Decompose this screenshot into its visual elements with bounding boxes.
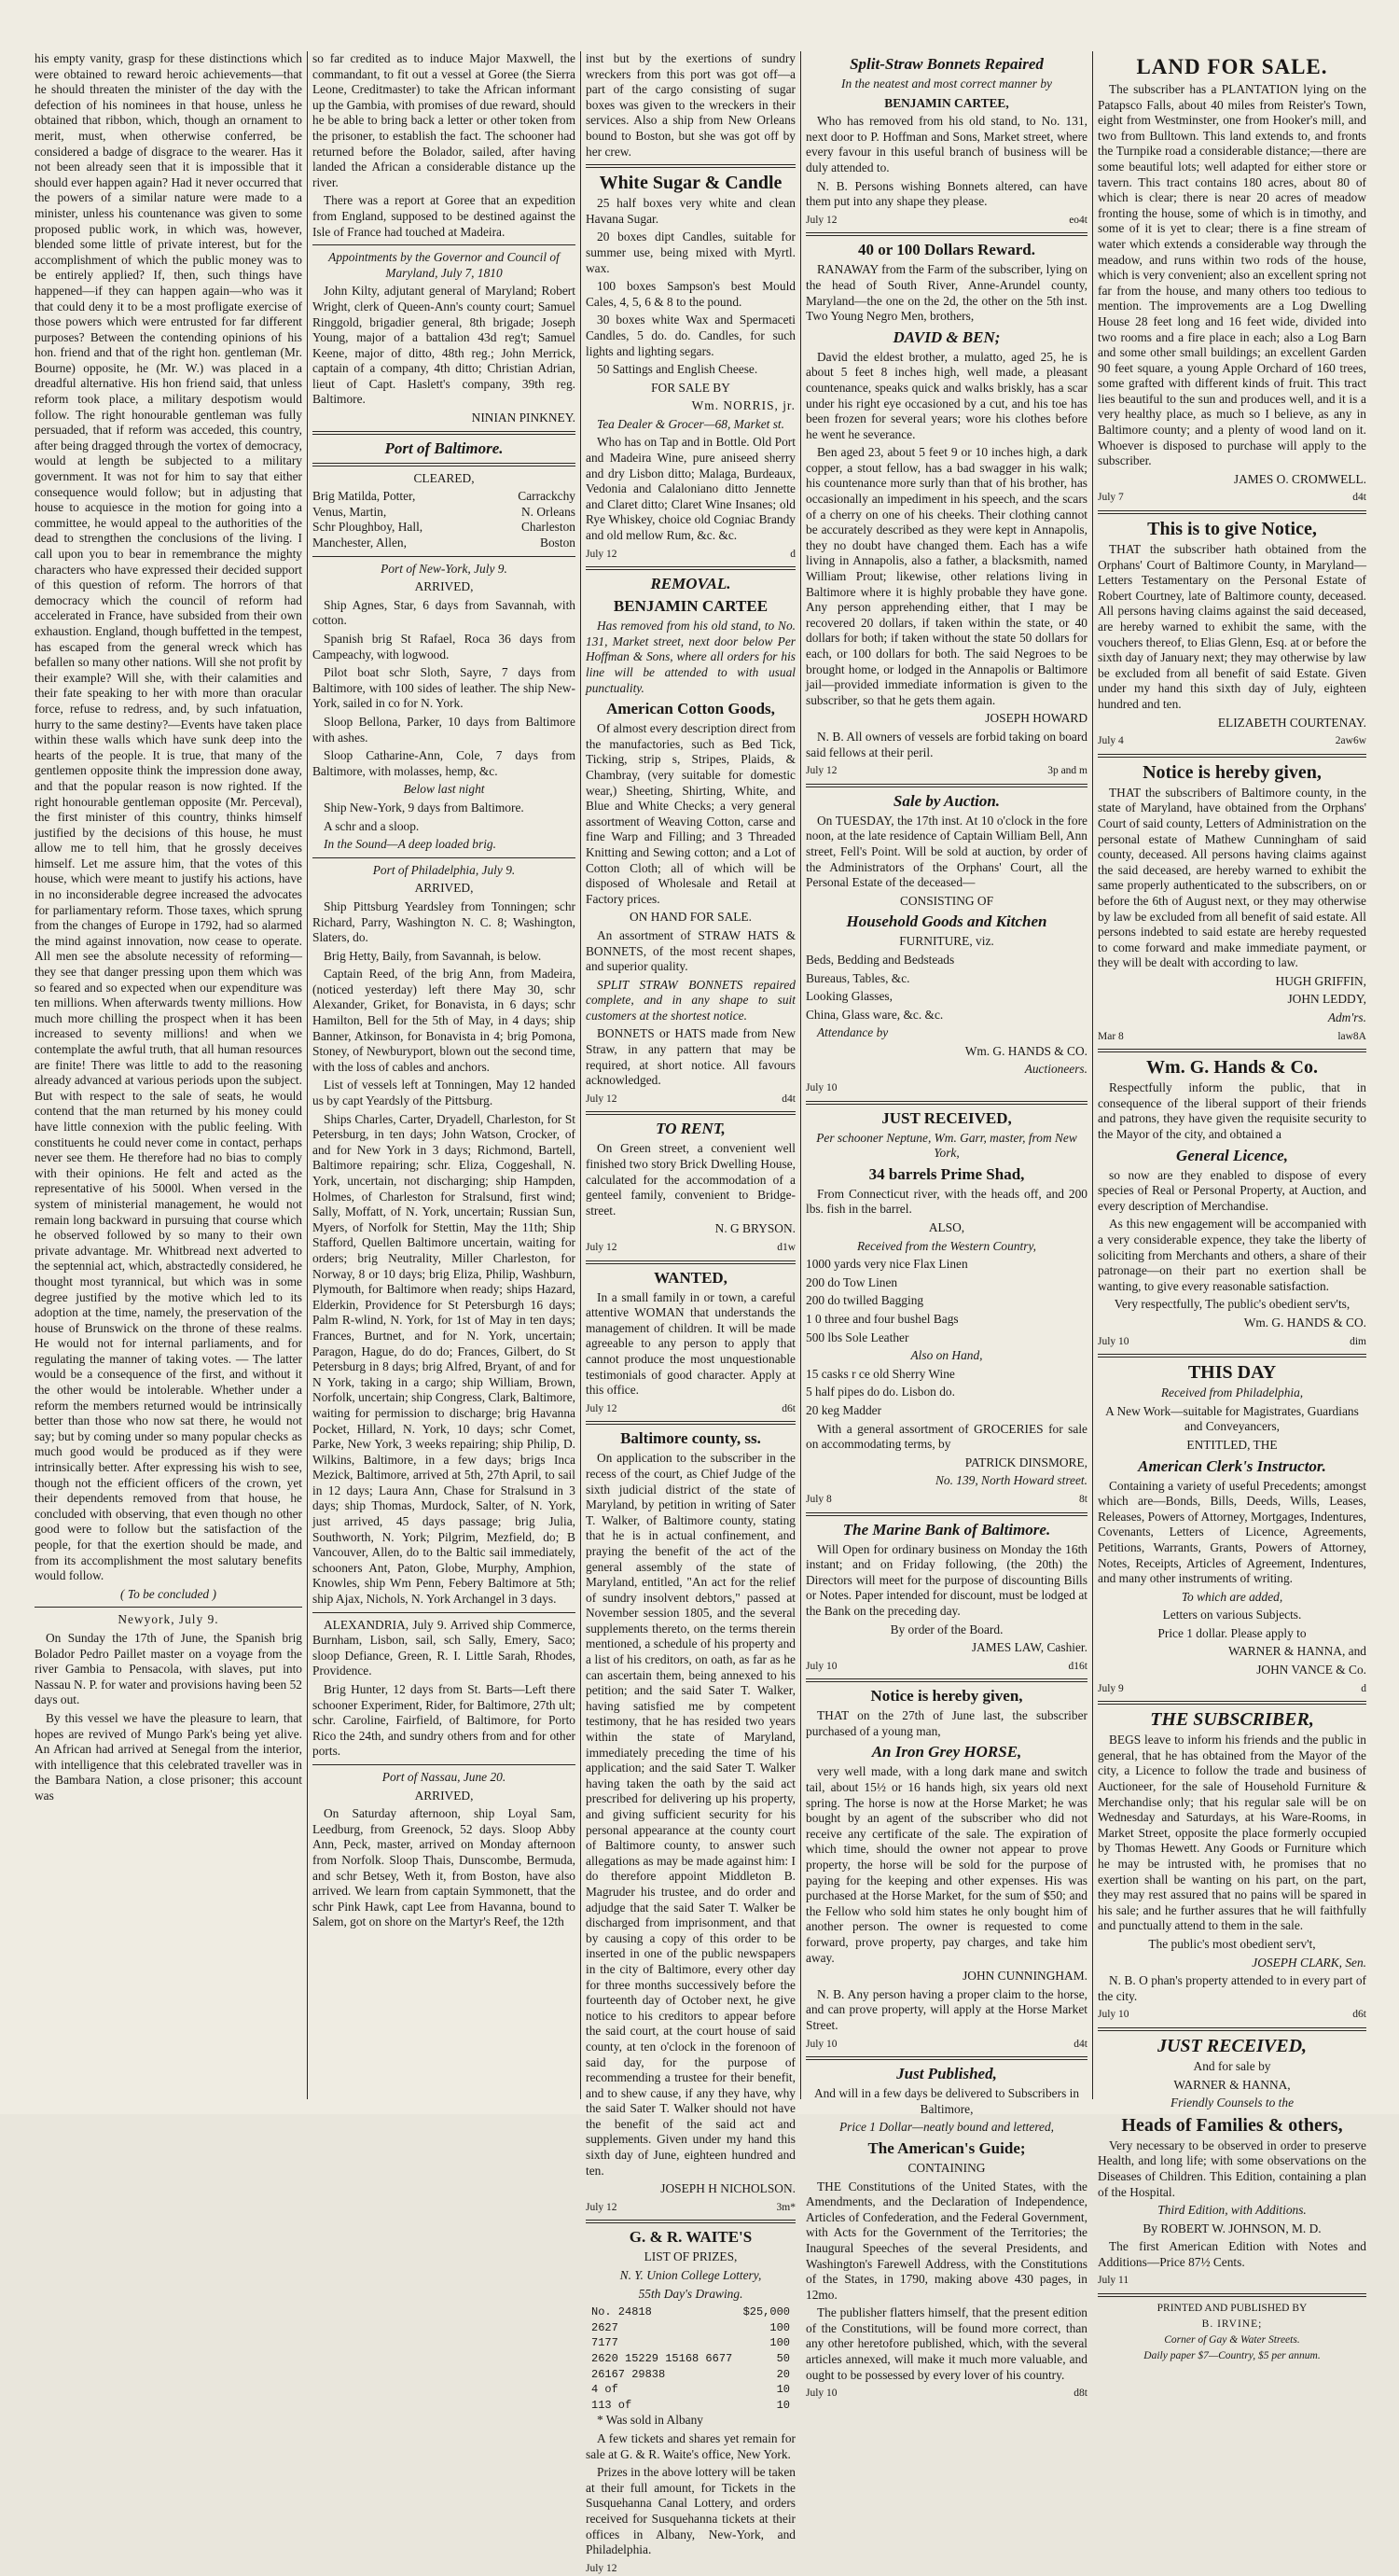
ad-line: 50 Sattings and English Cheese.: [597, 362, 758, 377]
ship-entry: Ships Charles, Carter, Dryadell, Charleston, for St Petersburg, in ten days; John Watson, Crocker, of and for New York in 3 days; Richmond, Bartell, Baltimore repairing; schr. Eliza, Coggeshall, N. York, uncertain, not discharging; ship Hampden, Holmes, of Charleston for Stralsund, first wind; Sally, Moffatt, of N. York, uncertain; Russian Sun, Myers, of Norfolk for Stettin, May the 11th; Ship Stafford, Quellen Baltimore uncertain, waiting for orders; brig Neutrality, Miller Charleston, for Norway, 8 or 10 days; brig Eliza, Philip, Washburn, Plymouth, for Baltimore when ready; ships Hazard, Elderkin, Providence for St Petersburgh 16 days; Palm R-wlind, N. York, for 1st of May in ten days; Frances, Burtnet, and for N. York, uncertain; Paragon, Hague, do do do; Frances, Gilbert, do St Petersburg in 8 days; brig Alfred, Bryant, of and for N York, taking in a cargo; ship William, Brown, Norfolk, uncertain; ship Congress, Clark, Baltimore, waiting for permission to discharge; brig Havanna Pocket, Hillard, N. York, 10 days; schr Comet, Parke, New York, 3 weeks repairing; ship Philip, D. Wilkins, Baltimore, in a few days; brigs Inca Mezick, Baltimore, arrived at 5th, 27th April, to sail in 12 days; Laura Ann, Chase for Stralsund in 3 days; ship Thomas, Murdock, Salter, of N. York, just arrived, 45 days passage; brig Julia, Southworth, N. York; Pilgrim, Mezfield, do; B Vancouver, Allen, do to the Baltic sail immediately, schooners Ant, Paton, Globe, Murphy, Amphion, Knowles, ship Wm Penn, Febery Baltimore at 5th; ship Ajax, Nichols, N. York Archangel in 3 days.: [312, 1111, 575, 1607]
ad-line: The subscriber has a PLANTATION lying on the Patapsco Falls, about 40 miles from Reister's Town, eight from Westminster, one from Hooker's mill, and two from Bulltown. This land extends to, and fronts the Turnpike road a considerable distance;—there are some beautiful lots; well adapted for either store or tavern. This tract contains 180 acres, about 80 of which is clear; there is near 20 acres of meadow fronting the house, some of which is in timothy, and some of it is yet to clear; there is a fine stream of water which extends a considerable way through the meadow, and runs within two rods of the house, which is very convenient; also an excellent spring not far from the house, and many others too tedious to mention. The improvements are a Log Dwelling House 28 feet long and 16 feet wide, divided into two rooms and a fire place in each; also a Log Barn and some other small buildings; an excellent Garden 90 feet square, a young Apple Orchard of 160 trees, some grafted with different kinds of fruit. This tract lies beautiful to the sun and produces well, and it is a very healthy place, as much so I believe, as any in Baltimore county; and a plenty of wood land on it. Whoever is disposed to purchase will apply to the subscriber.: [1098, 82, 1366, 468]
ad-date: July 12 d6t: [586, 1402, 796, 1414]
ship-entry: Captain Reed, of the brig Ann, from Madeira, (noticed yesterday) left there May 30, schr Alexander, Griket, for Bonavista, in 6 days; schr Hamilton, Bell for the 5th of May, in 4 days; ship Banner, Atkinson, for Bonavista in 4; brig Pomona, Stoney, of Newburyport, blown out the second time, with the loss of cables and anchors.: [312, 967, 575, 1074]
runaway-names: DAVID & BEN;: [893, 327, 1001, 346]
land-for-sale-heading: LAND FOR SALE.: [1136, 55, 1328, 78]
port-philadelphia-heading: Port of Philadelphia, July 9.: [372, 862, 516, 877]
brig-hunter-entry: Brig Hunter, 12 days from St. Barts—Left there schooner Experiment, Rider, for Baltimore, 27th ult; schr. Caroline, Fairfield, of Baltimore, for Porto Rico the 24th, and sundry others from and for other ports.: [312, 1682, 575, 1759]
news-paragraph: On Sunday the 17th of June, the Spanish brig Bolador Pedro Paillet master on a voyage from the river Gambia to Pensacola, with slaves, put into Nassau N. P. for water and provisions having been 52 days out.: [35, 1630, 302, 1707]
ad-line: In a small family in or town, a careful attentive WOMAN that understands the management of children. It will be made agreeable to any person to apply that cannot produce the most unquestionable testimonials of good character. Apply at this office.: [586, 1289, 796, 1398]
ad-line: Letters on various Subjects.: [1162, 1608, 1302, 1622]
ship-entry: Spanish brig St Rafael, Roca 36 days from Campeachy, with logwood.: [312, 632, 575, 661]
ad-line: THAT on the 27th of June last, the subscriber purchased of a young man,: [806, 1708, 1087, 1738]
shad-heading: 34 barrels Prime Shad,: [868, 1164, 1025, 1183]
ad-line: 25 half boxes very white and clean Havana Sugar.: [586, 196, 796, 226]
author-label: By ROBERT W. JOHNSON, M. D.: [1143, 2221, 1322, 2235]
book-title: American Clerk's Instructor.: [1138, 1456, 1326, 1475]
ad-line: 20 boxes dipt Candles, suitable for summer use, being mixed with Myrtl. wax.: [586, 230, 796, 275]
notice-heading: Notice is hereby given,: [870, 1687, 1023, 1706]
divider: [1098, 754, 1366, 758]
printer-line: PRINTED AND PUBLISHED BY: [1157, 2303, 1308, 2315]
ad-date: July 4 2aw6w: [1098, 735, 1366, 747]
divider: [806, 1101, 1087, 1105]
western-label: Received from the Western Country,: [856, 1238, 1036, 1253]
ship-entry: Ship Pittsburg Yeardsley from Tonningen; schr Richard, Parry, Washington N. C. 8; Washington, Slaters, do.: [312, 898, 575, 945]
subscriber-heading: THE SUBSCRIBER,: [1150, 1709, 1314, 1731]
ad-date: July 12 3p and m: [806, 765, 1087, 777]
ad-date: July 12 d1w: [586, 1242, 796, 1253]
ad-line: Prizes in the above lottery will be taken at their full amount, for Tickets in the Susquehanna Canal Lottery, and orders received for Susquehanna tickets at their offices in Albany, New-York, and Philadelphia.: [586, 2465, 796, 2557]
ad-line: THE Constitutions of the United States, with the Amendments, and the Declaration of Independence, Articles of Confederation, and the Federal Government, with Acts for the Government of the Territories; the Inaugural Speeches of the several Presidents, and Washington's Farewell Address, with the Constitutions of the States, in 1790, making above 430 pages, in 12mo.: [806, 2179, 1087, 2302]
column-3: [586, 51, 796, 2574]
port-heading: Port of Baltimore.: [384, 439, 504, 457]
divider: [1098, 1049, 1366, 1052]
ad-line: very well made, with a long dark mane and switch tail, about 15½ or 16 hands high, six years old next spring. The horse is now at the Horse Market; he was bought by an agent of the subscriber who did not receive any certificate of the sale. The expiration of which time, should the owner not appear to prove property, the horse will be sold for the purpose of paying for the keeping and other expenses. His was purchased at the Horse Market, for the sum of $50; and the Fellow who sold him states he only bought him of another person. The owner is requested to come forward, prove property, pay charges, and take him away.: [806, 1764, 1087, 1965]
subscription-price: Daily paper $7—Country, $5 per annum.: [1143, 2350, 1321, 2362]
ad-line: N. B. Any person having a proper claim to the horse, and can prove property, will apply at the Horse Market Street.: [806, 1986, 1087, 2032]
list-item: 5 half pipes do do. Lisbon do.: [806, 1385, 955, 1399]
removal-name: BENJAMIN CARTEE: [613, 597, 769, 616]
list-item: 1000 yards very nice Flax Linen: [806, 1257, 968, 1272]
cleared-heading: CLEARED,: [413, 470, 475, 485]
ad-line: The publisher flatters himself, that the present edition of the Constitutions, will be found more correct, than any other heretofore published, which, with the several articles annexed, will make it much more valuable, and ought to be possessed by every lover of his country.: [806, 2305, 1087, 2382]
appointments-heading: Appointments by the Governor and Council of Maryland, July 7, 1810: [328, 250, 560, 280]
just-received-heading: JUST RECEIVED,: [1157, 2035, 1308, 2056]
ad-date: July 8 8t: [806, 1493, 1087, 1505]
parliament-speech: his empty vanity, grasp for these distinctions which were obtained to reward heroic achievements—that he should threaten the minister of the day with the defection of his nominees in that house, unless he obtained that ribbon, which, though an ornament to merit, must, when otherwise conferred, be considered a badge of disgrace to the wearer. Has it not been already seen that it is impossible that it should ever happen again? Had it never occurred that the powers of a similar nature were made to a minister, unless his countenance was given to some proposed public work, in which was, however, blended some little of private interest, but for the accomplishment of which the public money was to be entirely applied? If, then, such things have happened—if they can happen again—who was it that could deny it to be a most profligate exercise of those powers which were entrusted for far different purposes? Between the contending opinions of his hon. friend and that of the right hon. gentleman (Mr. Bourne) opposite, he (Mr. W.) was placed in a dreadful alternative. His hon friend said, that unless reform took place, a military despotism would follow. The right honourable gentleman was fully persuaded, that if reform was acceded, this country, after being dragged through the vortex of democracy, would at length be subjected to a military government. It was not for him to say that either consequence would follow; but in adjusting that house to acquiesce in the motion for going into a committee, he would appeal to the authorities of the dead to strengthen the conclusions of the living. I call upon you to bear in remembrance the mighty characters who have expressed their decided support of this question of reform. The horrors of that democracy which the council of reform had accelerated in France, have subsided from their own exhaustion. England, though buffetted in the tempest, has escaped from the general wreck which has befallen so many other nations. Will she not profit by their example? Will she, with their calamities and their fate speaking to her with more than oracular force, refuse to redress, and, by such infatuation, hurry to the same destiny?—Events have taken place within these walls which have sunk deep into the hearts of the people. It is true, that many of the gentlemen opposite think the impression done away, and that the popular reason is now righted. If the right honourable gentleman opposite (Mr. Perceval), the first minister of this country, thinks himself justified by the decisions of this house, he must allow me to tell him, that he grossly deceives himself. Let me assure him, that the votes of this house, which were meant to justify his actions, have in no inconsiderable degree increased the advocates for parliamentary reform. Those taxes, which sprung from the changes of Europe in 1792, had so alarmed the mind against innovation, now cease to operate. All men see the absolute necessity of reforming—they see that danger pressing upon them which was so feared and so expected when our expenditure was ten millions. When afterwards twenty millions. How much more chilling the prospect when it has been increased to seventy millions! and when we contemplate the awful truth, that all human resources are finite! There was little to add to the reasoning already advanced at various periods upon the subject. But with respect to the sale of seats, he would contend that the man returned by his money could have little connexion with the public feeling. With constituents he could never come in contact, perhaps never see them. He therefore had no bias to comply with their opinions. He felt and acted as the representative of his 5000l. When versed in the system of ministerial management, he would not remain long backward in pursuing that course which he observed followed by so many to their own private advantage. Mr. Whitbread next adverted to the septennial act, which, abstractedly considered, he thought most tyrannical, but which was in some degree justified by the motive which led to its adoption at the time, namely, the preservation of the house of Brunswick on the throne of these realms. He would not for internal parliaments, and for regulating the manner of taking votes. — The latter would be a consequence of the first, and without it the other would be intolerable. Whether under a reform the members returned would be intrinsically better than those who now sat there, he would not say; but by coming under so many popular checks as much good would be produced as if they were intrinsically better. After expressing his wish to see, though not the efficient officers of the crown, yet their dependents removed from that house, he concluded with observing, that even though no other good were to follow but the satisfaction of the people, for that the exertion should be made, and from its accomplishment the most salutary benefits would follow.: [35, 51, 302, 1583]
prize-row: 26167 29838 20: [591, 2367, 790, 2381]
ad-signature: PATRICK DINSMORE,: [964, 1455, 1087, 1469]
ad-line: 100 boxes Sampson's best Mould Cales, 4, 5, 6 & 8 to the pound.: [586, 279, 796, 309]
to-be-concluded: ( To be concluded ): [120, 1586, 216, 1601]
port-newyork-heading: Port of New-York, July 9.: [381, 561, 507, 576]
split-straw-heading: Split-Straw Bonnets Repaired: [850, 55, 1044, 73]
divider: [586, 164, 796, 168]
just-received-heading: JUST RECEIVED,: [881, 1108, 1012, 1127]
this-day-heading: THIS DAY: [1187, 1362, 1277, 1384]
ad-line: N. B. O phan's property attended to in every part of the city.: [1098, 1973, 1366, 2003]
ship-entry: Brig Hetty, Baily, from Savannah, is below.: [324, 948, 542, 963]
ad-address: No. 139, North Howard street.: [935, 1473, 1087, 1488]
prize-row: 2620 15229 15168 6677 50: [591, 2352, 790, 2365]
ad-line: Price 1 dollar. Please apply to: [1157, 1625, 1307, 1640]
divider: [312, 463, 575, 466]
ad-signature: JOSEPH H NICHOLSON.: [660, 2181, 796, 2196]
ad-line: As this new engagement will be accompanied with a very considerable expence, they take the liberty of soliciting from Merchants and others, a share of their patronage—on their part no exertion shall be wanting, to give every reasonable satisfaction.: [1098, 1217, 1366, 1293]
price-label: Price 1 Dollar—neatly bound and lettered,: [838, 2120, 1055, 2135]
ad-date: July 10 d6t: [1098, 2009, 1366, 2021]
list-item: Bureaus, Tables, &c.: [806, 970, 910, 985]
lottery-heading: G. & R. WAITE'S: [629, 2228, 753, 2247]
edition-label: Third Edition, with Additions.: [1157, 2203, 1307, 2218]
ad-line: N. B. All owners of vessels are forbid taking on board said fellows at their peril.: [806, 729, 1087, 759]
consisting-label: CONSISTING OF: [899, 893, 994, 908]
ship-entry: Pilot boat schr Sloth, Sayre, 7 days from Baltimore, with 100 sides of leather. The ship New-York, sailed in co for N. York.: [312, 665, 575, 711]
divider: [586, 1260, 796, 1264]
column-4: [806, 51, 1087, 2400]
ship-entry: List of vessels left at Tonningen, May 12 handed us by capt Yeardsly of the Pittsburg.: [312, 1078, 575, 1108]
ad-line: BONNETS or HATS made from New Straw, in any pattern that may be required, at short notice. All favours acknowledged.: [586, 1026, 796, 1088]
list-item: 15 casks r ce old Sherry Wine: [806, 1366, 955, 1381]
column-rule: [580, 51, 581, 2099]
ad-date: July 12 eo4t: [806, 214, 1087, 226]
column-1: [35, 51, 302, 2099]
ad-line: With a general assortment of GROCERIES for sale on accommodating terms, by: [806, 1421, 1087, 1452]
prize-row: No. 24818 $25,000: [591, 2305, 790, 2319]
ad-line: The first American Edition with Notes and Additions—Price 87½ Cents.: [1098, 2239, 1366, 2269]
household-goods: Household Goods and Kitchen: [846, 912, 1047, 931]
divider: [1098, 2293, 1366, 2297]
printer-name: B. IRVINE;: [1201, 2318, 1263, 2331]
divider: [1098, 1701, 1366, 1705]
ship-row: Venus, Martin, N. Orleans: [312, 504, 575, 519]
ship-entry: In the Sound—A deep loaded brig.: [324, 837, 496, 852]
ad-signature: HUGH GRIFFIN,: [1275, 973, 1366, 988]
book-title: The American's Guide;: [867, 2138, 1026, 2157]
divider: [312, 431, 575, 435]
list-item: 500 lbs Sole Leather: [806, 1330, 909, 1344]
ad-date: July 7 d4t: [1098, 492, 1366, 504]
auctioneers-label: Auctioneers.: [1024, 1062, 1087, 1077]
marine-bank-heading: The Marine Bank of Baltimore.: [842, 1520, 1051, 1539]
ad-date: July 10: [806, 1082, 838, 1094]
appointments-signature: NINIAN PINKNEY.: [471, 411, 575, 425]
baltimore-county-heading: Baltimore county, ss.: [620, 1429, 761, 1448]
column-5: [1098, 51, 1366, 2362]
ad-signature: WARNER & HANNA, and: [1227, 1644, 1366, 1659]
just-published-heading: Just Published,: [896, 2065, 997, 2083]
divider: [35, 1607, 302, 1608]
appointments-body: John Kilty, adjutant general of Maryland; Robert Wright, clerk of Queen-Ann's county court; Samuel Ringgold, brigadier general, 8th brigade; Joseph Young, major of a battalion 43d reg't; Samuel Keene, major of ditto, 48th reg.; John Merrick, captain of a company, 4th ditto; Christian Adrian, lieut of Capt. Haslett's company, 39th reg. Baltimore.: [312, 284, 575, 407]
ship-entry: A schr and a sloop.: [324, 818, 420, 833]
newyork-dateline: Newyork, July 9.: [118, 1612, 219, 1627]
wanted-heading: WANTED,: [654, 1268, 727, 1287]
prize-row: 2627 100: [591, 2320, 790, 2334]
ad-line: BEGS leave to inform his friends and the public in general, that he has obtained from the Mayor of the city, a Licence to follow the trade and business of Auctioneer, for the sale of Household Furniture & Merchandise only; that his regular sale will be on Wednesday and Saturdays, at his Ware-Rooms, in Market Street, opposite the place formerly occupied by Thomas Hewett. Any Goods or Furniture which he may be intrusted with, he promises that no exertion shall be wanting on his part, on the part, they may rest assured that no pains will be spared in his sale; and he further assures that he will faithfully and punctually attend to them in the sale.: [1098, 1733, 1366, 1933]
prize-row: 7177 100: [591, 2336, 790, 2350]
ship-row: Brig Matilda, Potter, Carrackchy: [312, 489, 575, 504]
ad-name: BENJAMIN CARTEE,: [884, 95, 1009, 110]
to-rent-heading: TO RENT,: [656, 1120, 726, 1138]
ad-line: * Was sold in Albany: [597, 2413, 703, 2428]
ad-sub: Per schooner Neptune, Wm. Garr, master, from New York,: [816, 1130, 1077, 1161]
list-item: Beds, Bedding and Bedsteads: [806, 952, 955, 967]
admrs-label: Adm'rs.: [1327, 1010, 1366, 1025]
entitled-label: ENTITLED, THE: [1186, 1437, 1278, 1452]
ship-row: Manchester, Allen, Boston: [312, 536, 575, 550]
alexandria-entry: ALEXANDRIA, July 9. Arrived ship Commerce, Burnham, Lisbon, sail, sch Sally, Emery, Saco; sloop Defiance, Green, R. I. Little Sarah, Rhodes, Providence.: [312, 1617, 575, 1678]
divider: [806, 1678, 1087, 1682]
ad-signature: ELIZABETH COURTENAY.: [1217, 715, 1366, 730]
ad-line: THAT the subscribers of Baltimore county, in the state of Maryland, have obtained from the Orphans' Court of said county, Letters of Administration on the personal estate of Mathew Cunningham of said county, deceased. All persons having claims against the said deceased, are hereby warned to exhibit the same properly authenticated to the subscribers, on or before the 6th of August next, or they may otherwise by law be excluded from all benefit of said estate. All persons indebted to said estate are hereby requested to come forward and make immediate payment, or they will be dealt with according to law.: [1098, 785, 1366, 970]
divider: [586, 566, 796, 570]
divider: [312, 244, 575, 245]
ad-sub: Received from Philadelphia,: [1160, 1385, 1304, 1400]
legal-notice: On application to the subscriber in the recess of the court, as Chief Judge of the sixth judicial district of the state of Maryland, by petition in writing of Sater T. Walker, of Baltimore county, stating that he is in actual confinement, and praying the benefit of the act of the general assembly of the state of Maryland, entitled, "An act for the relief of sundry insolvent debtors," passed at November session 1805, and the several supplements thereto, on the terms therein mentioned, a schedule of his property and a list of his creditors, on oath, as far as he can ascertain them, being annexed to his petition; and the said Sater T. Walker, having satisfied me by competent testimony, that he has resided two years within the state of Maryland, immediately preceding the time of his application; and the said Sater T. Walker having taken the oath by the said act prescribed for delivering up his property, and giving sufficient security for his personal appearance at the county court of Baltimore county, to answer such allegations as may be made against him: I do therefore appoint Middleton B. Magruder his trustee, and do order and adjudge that the said Sater T. Walker be discharged from imprisonment, and that by causing a copy of this order to be inserted in one of the public newspapers in the city of Baltimore, every other day for three months successively before the fourteenth day of October next, he give notice to his creditors to appear before the said court, at the court house of said county, at ten o'clock in the forenoon of said day, for the purpose of recommending a trustee for their benefit, and to shew cause, if any they have, why the said Sater T. Walker should not have the benefit of the said act and supplements. Given under my hand this sixth day of June, eighteen hundred and ten.: [586, 1451, 796, 2178]
column-rule: [307, 51, 308, 2099]
heads-families-heading: Heads of Families & others,: [1121, 2114, 1343, 2136]
divider: [586, 1111, 796, 1115]
list-item: Looking Glasses,: [806, 989, 893, 1004]
divider: [806, 784, 1087, 787]
removal-heading: REMOVAL.: [650, 575, 731, 593]
divider: [312, 857, 575, 858]
ad-line: By order of the Board.: [890, 1622, 1004, 1636]
divider: [312, 1764, 575, 1765]
column-2: [312, 51, 575, 2099]
column-rule: [800, 51, 801, 2099]
divider: [312, 556, 575, 557]
ad-line: 30 boxes white Wax and Spermaceti Candles, 5 do. do. Candles, for such lights and lighting segars.: [586, 313, 796, 358]
ad-line: David the eldest brother, a mulatto, aged 25, he is about 5 feet 8 inches high, well made, a pleasant countenance, speaks quick and walks briskly, has a scar under his right eye occasioned by a cut, and his toe has been frozen for several years; wore his clothes before he went he severance.: [806, 349, 1087, 441]
ad-line: SPLIT STRAW BONNETS repaired complete, and in any shape to suit customers at the shortest notice.: [586, 977, 796, 1023]
ad-line: so now are they enabled to dispose of every species of Real or Personal Property, at Auction, and every description of Merchandise.: [1098, 1167, 1366, 1213]
ad-line: From Connecticut river, with the heads off, and 200 lbs. fish in the barrel.: [806, 1186, 1087, 1217]
ad-signature: JOSEPH HOWARD: [985, 711, 1087, 726]
lottery-sub: LIST OF PRIZES,: [644, 2249, 738, 2264]
column-rule: [1092, 51, 1093, 2099]
news-paragraph: so far credited as to induce Major Maxwell, the commandant, to fit out a vessel at Goree (the Sierra Leone, Creditmaster) to take the African informant up the Gambia, with promises of due reward, should he be able to bring back a letter or other token from the prisoner, to establish the fact. The schooner had returned before the Bolador, sailed, after having landed the African a considerable distance up the river.: [312, 51, 575, 189]
divider: [1098, 510, 1366, 514]
ad-signature: JOSEPH CLARK, Sen.: [1252, 1955, 1366, 1970]
ad-line: Who has removed from his old stand, to No. 131, next door to P. Hoffman and Sons, Market street, where every favour in this useful branch of business will be duly attended to.: [806, 114, 1087, 174]
ad-signature: JAMES O. CROMWELL.: [1233, 471, 1366, 486]
ad-line: An assortment of STRAW HATS & BONNETS, of the most recent shapes, and superior quality.: [586, 927, 796, 974]
arrived-label: ARRIVED,: [414, 881, 474, 896]
ad-signature: WARNER & HANNA,: [1173, 2077, 1291, 2092]
sugar-candle-heading: White Sugar & Candle: [599, 173, 783, 194]
on-hand-label: ON HAND FOR SALE.: [630, 910, 752, 925]
below-heading: Below last night: [403, 782, 485, 797]
divider: [806, 2056, 1087, 2060]
ship-entry: On Saturday afternoon, ship Loyal Sam, Leedburg, from Greenock, 52 days. Sloop Abby Ann, Peck, master, arrived on Monday afternoon from Norfolk. Sloop Thais, Dunscombe, Bermuda, and schr Betsey, Weth it, from Boston, have also arrived. We learn from captain Symmonett, that the schr Pink Hawk, capt Lee from Havanna, bound to Salem, got on shore on the Martyr's Reef, the 12th: [312, 1806, 575, 1929]
ad-signature: JAMES LAW, Cashier.: [971, 1640, 1087, 1655]
ad-line: Of almost every description direct from the manufactories, such as Bed Tick, Ticking, strip s, Stripes, Plaids, & Chambray, (very suitable for domestic wear,) Sheeting, Shirting, White, and Blue and White Checks; a very general assortment of Weaving Cotton, carse and fine Warp and Filling; and 3 Threaded Knitting and Sewing cotton; and a Lot of Cotton Cloth; all of which will be disposed of Wholesale and Retail at Factory prices.: [586, 721, 796, 906]
seller-name: Wm. NORRIS, jr.: [691, 398, 796, 413]
ad-line: THAT the subscriber hath obtained from the Orphans' Court of Baltimore County, in Maryland—Letters Testamentary on the Personal Estate of Robert Courtney, late of Baltimore county, deceased. All persons having claims against the said deceased, are hereby warned to exhibit the same, with the vouchers thereof, to Elias Glenn, Esq. at or before the sixth day of January next; they may otherwise by law be excluded from all benefit of said Estate. Given under my hand this sixth day of July, eighteen hundred and ten.: [1098, 542, 1366, 711]
ad-signature: JOHN CUNNINGHAM.: [963, 1969, 1087, 1984]
printer-address: Corner of Gay & Water Streets.: [1164, 2334, 1300, 2346]
port-nassau-heading: Port of Nassau, June 20.: [381, 1769, 506, 1784]
divider: [1098, 2027, 1366, 2031]
notice-heading: Notice is hereby given,: [1143, 761, 1322, 783]
ad-signature: JOHN LEDDY,: [1287, 992, 1366, 1007]
divider: [312, 1612, 575, 1613]
ad-date: July 10 dim: [1098, 1335, 1366, 1347]
news-paragraph: By this vessel we have the pleasure to learn, that hopes are revived of Mungo Park's being yet alive. An African had arrived at Senegal from the interior, with intelligence that this celebrated traveller was in the Bambara Nation, a close prisoner; this account was: [35, 1710, 302, 1803]
horse-heading: An Iron Grey HORSE,: [871, 1743, 1022, 1761]
ad-line: A few tickets and shares yet remain for sale at G. & R. Waite's office, New York.: [586, 2430, 796, 2461]
news-paragraph: inst but by the exertions of sundry wreckers from this port was got off—a part of the cargo consisting of sugar boxes was given to the wreckers in their services. Also a ship from New Orleans bound to Boston, but she was got off by her crew.: [586, 51, 796, 159]
prize-row: 4 of 10: [591, 2383, 790, 2397]
ad-date: July 12 3m*: [586, 2201, 796, 2213]
ad-signature: Wm. G. HANDS & CO.: [1243, 1315, 1366, 1330]
give-notice-heading: This is to give Notice,: [1147, 519, 1317, 540]
ad-sub: In the neatest and most correct manner by: [841, 77, 1052, 91]
ad-line: Will Open for ordinary business on Monday the 16th instant; and on Friday following, (the 20th) the Directors will meet for the purpose of discounting Bills or Notes. Paper intended for discount, must be lodged at the Bank on the preceding day.: [806, 1541, 1087, 1618]
ad-date: July 10 d16t: [806, 1660, 1087, 1672]
ad-sub: Friendly Counsels to the: [1170, 2096, 1295, 2110]
also-hand-label: Also on Hand,: [910, 1348, 983, 1363]
arrived-label: ARRIVED,: [414, 1788, 474, 1803]
ad-line: N. B. Persons wishing Bonnets altered, can have them put into any shape they please.: [806, 178, 1087, 209]
seller-sub: Tea Dealer & Grocer—68, Market st.: [597, 416, 784, 431]
ad-line: Ben aged 23, about 5 feet 9 or 10 inches high, a dark copper, a stout fellow, has a bad swagger in his walk; his countenance more surly than that of his brother, has occasionally an impediment in his speech, and the scars of a cherry on one of his cheeks. Their clothing cannot be accurately described as they were kept in Annapolis, they no doubt have changed them. Each has a wife living in Annapolis, also a father, a blacksmith, named William Prout; likewise, other relations living in Baltimore where it is highly probable they have gone. Any person apprehending either, that I may be recovered 20 dollars, if taken within the state, or 40 dollars for both; if taken without the state 50 dollars for each, or 100 dollars for both. The said Negroes to be brought home, or lodged in the Annapolis or Baltimore jail—provided immediate information is given to the subscriber, so that he gets them again.: [806, 445, 1087, 707]
ship-row: Schr Ploughboy, Hall, Charleston: [312, 520, 575, 535]
news-paragraph: There was a report at Goree that an expedition from England, supposed to be destined against the Isle of France had touched at Madeira.: [312, 193, 575, 239]
attendance-label: Attendance by: [817, 1025, 889, 1040]
ad-line: Very respectfully, The public's obedient serv'ts,: [1114, 1297, 1351, 1312]
ad-line: RANAWAY from the Farm of the subscriber, lying on the head of South River, Anne-Arundel county, Maryland—the one on the 2d, the other on the 5th inst. Two Young Negro Men, brothers,: [806, 262, 1087, 324]
ship-entry: Sloop Bellona, Parker, 10 days from Baltimore with ashes.: [312, 714, 575, 745]
ad-date: July 12 d4t: [586, 1093, 796, 1105]
licence-heading: General Licence,: [1176, 1146, 1288, 1164]
ad-signature: Wm. G. HANDS & CO.: [964, 1043, 1087, 1058]
list-item: 1 0 three and four bushel Bags: [806, 1312, 959, 1326]
divider: [586, 2220, 796, 2223]
auction-heading: Sale by Auction.: [893, 791, 1001, 810]
list-item: 200 do twilled Bagging: [806, 1293, 924, 1308]
reward-heading: 40 or 100 Dollars Reward.: [858, 241, 1035, 259]
hands-heading: Wm. G. Hands & Co.: [1146, 1057, 1318, 1079]
ad-date: July 12 d: [586, 548, 796, 560]
ad-line: On Green street, a convenient well finished two story Brick Dwelling House, calculated for the accommodation of a genteel family, convenient to Bridge-street.: [586, 1141, 796, 1218]
ad-date: July 12: [586, 2562, 617, 2574]
ad-date: July 11: [1098, 2275, 1129, 2287]
ad-signature: JOHN VANCE & Co.: [1256, 1663, 1366, 1678]
list-item: 200 do Tow Linen: [806, 1274, 898, 1289]
divider: [806, 232, 1087, 236]
ship-entry: Ship New-York, 9 days from Baltimore.: [324, 800, 524, 815]
ad-line: Has removed from his old stand, to No. 131, Market street, next door below Per Hoffman & Sons, where all orders for his line will be attended to with usual punctuality.: [586, 619, 796, 695]
furniture-label: FURNITURE, viz.: [899, 934, 994, 949]
for-sale-label: FOR SALE BY: [651, 380, 730, 395]
ad-date: July 10 d4t: [806, 2038, 1087, 2050]
list-item: China, Glass ware, &c. &c.: [806, 1007, 944, 1022]
lottery-day: 55th Day's Drawing.: [638, 2286, 743, 2301]
ad-line: Containing a variety of useful Precedents; amongst which are—Bonds, Bills, Deeds, Wills, Leases, Releases, Powers of Attorney, Mortgages, Indentures, Covenants, Letters of Licence, Agreements, Petitions, Warrants, Grants, Powers of Attorney, Notes, Receipts, Articles of Agreement, Indentures, and many other instruments of writing.: [1098, 1478, 1366, 1586]
prize-row: 113 of 10: [591, 2398, 790, 2412]
for-sale-label: And for sale by: [1193, 2058, 1271, 2073]
ship-entry: Sloop Catharine-Ann, Cole, 7 days from Baltimore, with molasses, hemp, &c.: [312, 748, 575, 778]
ad-date: Mar 8 law8A: [1098, 1030, 1366, 1042]
arrived-label: ARRIVED,: [414, 579, 474, 594]
ad-date: July 10 d8t: [806, 2388, 1087, 2400]
containing-label: CONTAINING: [907, 2160, 986, 2175]
also-label: ALSO,: [928, 1220, 965, 1235]
cotton-heading: American Cotton Goods,: [606, 700, 775, 718]
divider: [1098, 1354, 1366, 1358]
ad-sub: A New Work—suitable for Magistrates, Guardians and Conveyancers,: [1105, 1403, 1359, 1434]
ad-signature: N. G BRYSON.: [714, 1221, 796, 1236]
ad-sub: And will in a few days be delivered to Subscribers in Baltimore,: [813, 2086, 1080, 2116]
divider: [586, 1421, 796, 1425]
ad-line: Respectfully inform the public, that in consequence of the liberal support of their friends and patrons, they have given the requisite security to the Mayor of the city, and obtained a: [1098, 1080, 1366, 1142]
ad-line: To which are added,: [1181, 1589, 1283, 1604]
ad-line: Who has on Tap and in Bottle. Old Port and Madeira Wine, pure aniseed sherry and dry Lisbon ditto; Malaga, Burdeaux, Vedonia and Calaloniano ditto Jennette and Claret ditto; Claret Wine Insanes; old Rye Whiskey, choice old Cogniac Brandy and old mellow Rum, &c. &c.: [586, 435, 796, 543]
ad-line: The public's most obedient serv't,: [1148, 1936, 1316, 1951]
list-item: 20 keg Madder: [806, 1402, 882, 1417]
lottery-name: N. Y. Union College Lottery,: [619, 2268, 762, 2283]
ship-entry: Ship Agnes, Star, 6 days from Savannah, with cotton.: [312, 597, 575, 628]
ad-date: July 9 d: [1098, 1682, 1366, 1694]
ad-line: On TUESDAY, the 17th inst. At 10 o'clock in the fore noon, at the late residence of Captain William Bell, Ann street, Fell's Point. Will be sold at auction, by order of the Administrators of the Orphans' Court, all the Personal Estate of the deceased—: [806, 813, 1087, 890]
ad-line: Very necessary to be observed in order to preserve Health, and long life; with some observations on the Diseases of Children. This Edition, containing a plan of the Hospital.: [1098, 2137, 1366, 2199]
divider: [806, 1512, 1087, 1516]
